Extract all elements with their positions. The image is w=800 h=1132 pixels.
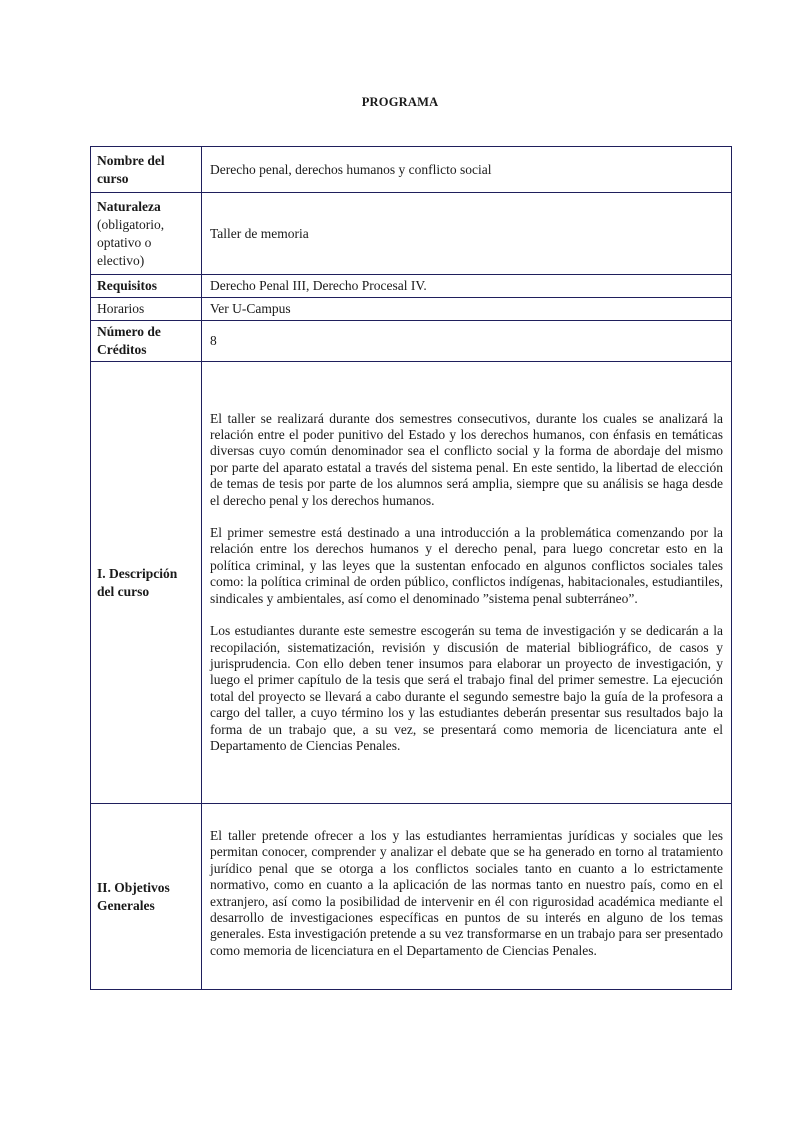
row-requirements: [91, 275, 732, 298]
label-description: I. Descripción del curso: [91, 362, 202, 804]
label-nature-note: (obligatorio, optativo o electivo): [97, 216, 165, 268]
value-course-name: Derecho penal, derechos humanos y conflicto social: [202, 147, 732, 193]
label-schedule: Horarios: [91, 298, 202, 321]
value-requirements: Derecho Penal III, Derecho Procesal IV.: [202, 275, 732, 298]
row-credits: [91, 321, 732, 362]
label-nature: [91, 193, 202, 275]
description-paragraph: El primer semestre está destinado a una introducción a la problemática comenzando por la relación entre los derechos humanos y el derecho penal, para luego concretar esto en la política criminal, y las leyes que la sustentan enfocado en algunos conflictos sociales tales como: la política criminal de orden público, conflictos indígenas, habitacionales, estudiantiles, sindicales y ambientales, así como el denominado ”sistema penal subterráneo”.: [210, 525, 723, 606]
program-table: [90, 146, 732, 990]
description-paragraph: Los estudiantes durante este semestre escogerán su tema de investigación y se dedicarán a la recopilación, sistematización, revisión y discusión de material bibliográfico, de casos y jurisprudencia. Con ello deben tener insumos para elaborar un proyecto de investigación, y luego el primer capítulo de la tesis que será el trabajo final del primer semestre. La ejecución total del proyecto se llevará a cabo durante el segundo semestre bajo la guía de la profesora a cargo del taller, a cuyo término los y las estudiantes deberán presentar sus resultados bajo la forma de un trabajo que, a su vez, se presentará como memoria de licenciatura ante el Departamento de Ciencias Penales.: [210, 623, 723, 753]
value-objectives: [202, 804, 732, 990]
row-schedule: [91, 298, 732, 321]
value-schedule: Ver U-Campus: [202, 298, 732, 321]
value-nature: Taller de memoria: [202, 193, 732, 275]
row-objectives: [91, 804, 732, 990]
label-credits: Número de Créditos: [91, 321, 202, 362]
label-requirements: Requisitos: [91, 275, 202, 298]
document-title: PROGRAMA: [361, 95, 439, 109]
label-nature-title: Naturaleza: [97, 198, 161, 214]
value-credits: 8: [202, 321, 732, 362]
label-objectives: II. Objetivos Generales: [91, 804, 202, 990]
row-description: [91, 362, 732, 804]
row-course-name: [91, 147, 732, 193]
row-nature: [91, 193, 732, 275]
objectives-paragraph: El taller pretende ofrecer a los y las estudiantes herramientas jurídicas y sociales que les permitan conocer, comprender y analizar el debate que se ha generado en torno al tratamiento jurídico penal que se otorga a los conflictos sociales tanto en cuanto a lo estrictamente normativo, como en cuanto a la aplicación de las normas tanto en nuestro país, como en el extranjero, así como la posibilidad de intervenir en él con rigurosidad académica mediante el desarrollo de investigaciones específicas en puntos de su interés en alguno de los temas generales. Esta investigación pretende a su vez transformarse en un trabajo para ser presentado como memoria de licenciatura en el Departamento de Ciencias Penales.: [210, 827, 723, 958]
label-course-name: Nombre del curso: [91, 147, 202, 193]
description-paragraph: El taller se realizará durante dos semestres consecutivos, durante los cuales se analizará la relación entre el poder punitivo del Estado y los derechos humanos, con énfasis en temáticas diversas cuyo común denominador sea el conflicto social y la forma de abordaje del mismo por parte del aparato estatal a través del sistema penal. En este sentido, la libertad de elección de temas de tesis por parte de los alumnos será amplia, siempre que su análisis se haga desde el derecho penal y los derechos humanos.: [210, 410, 723, 508]
value-description: [202, 362, 732, 804]
